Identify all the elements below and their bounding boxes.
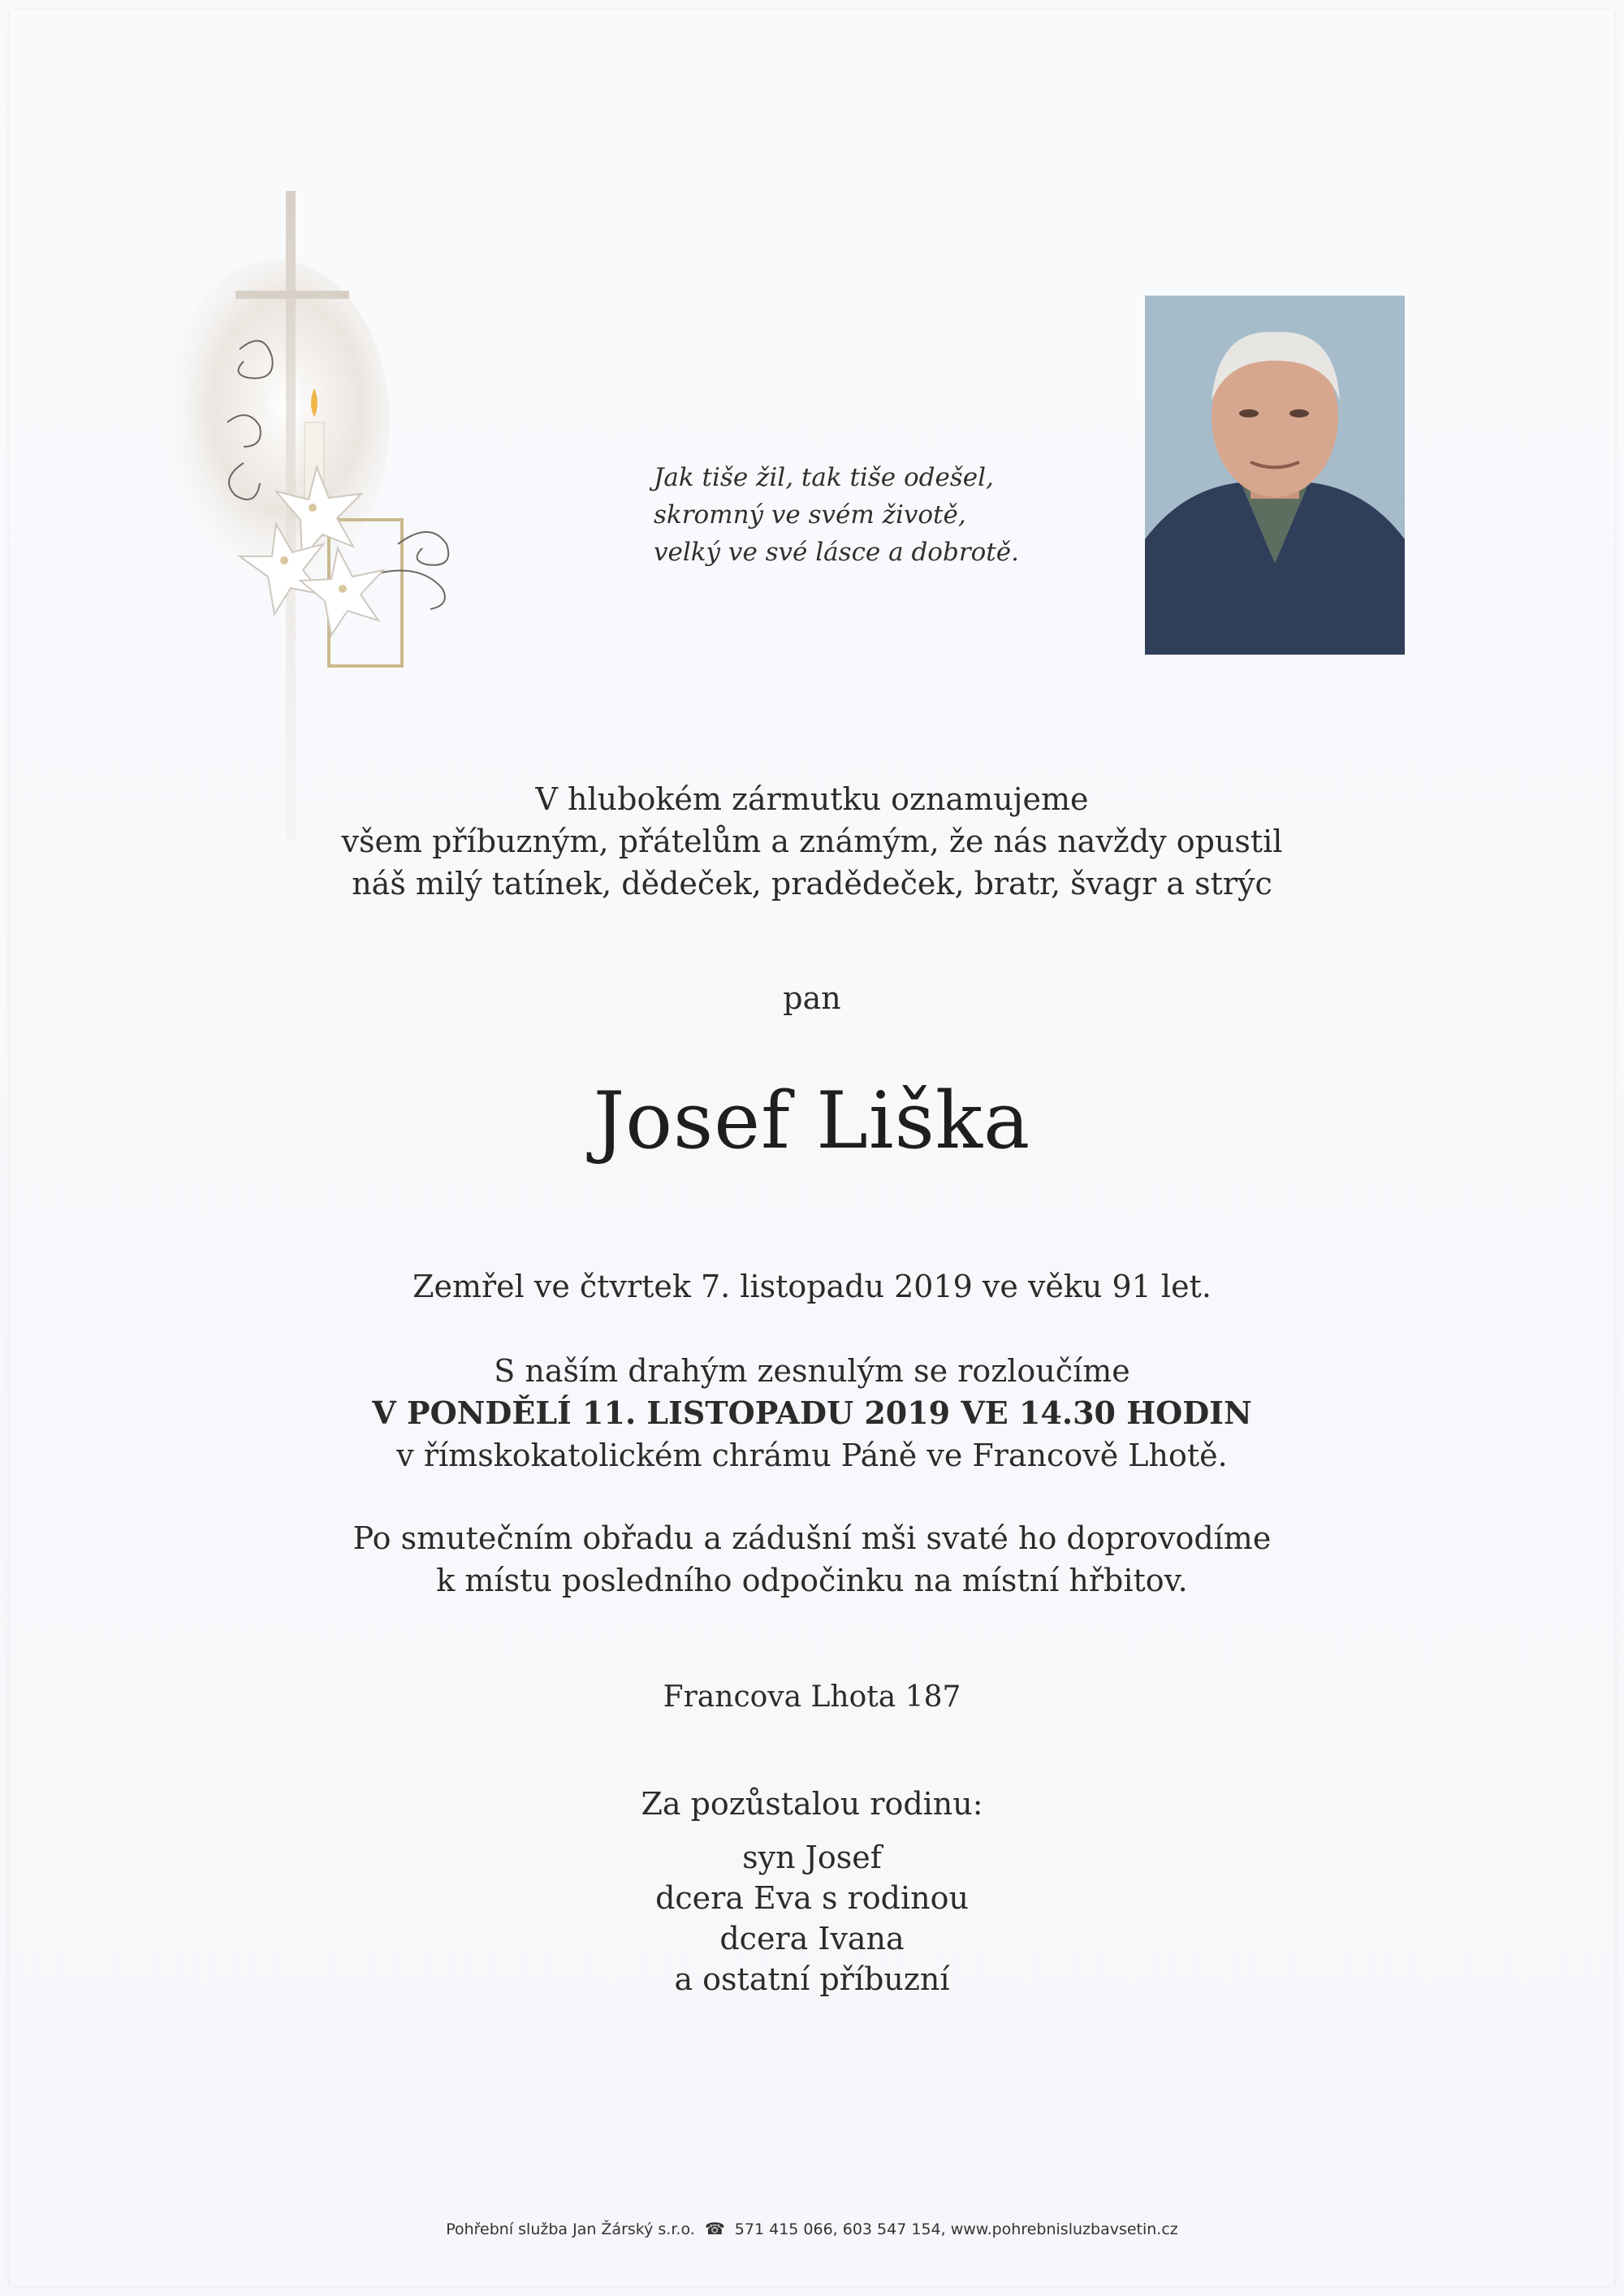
announcement <box>0 778 1624 905</box>
memorial-quote <box>654 459 1108 571</box>
family-heading: Za pozůstalou rodinu: <box>641 1786 983 1822</box>
announcement-line: všem příbuzným, přátelům a známým, že nás navždy opustil <box>341 824 1283 859</box>
announcement-line: náš milý tatínek, dědeček, pradědeček, bratr, švagr a strýc <box>352 866 1272 902</box>
farewell-location: v římskokatolickém chrámu Páně ve Francově Lhotě. <box>396 1438 1228 1473</box>
family-member: dcera Eva s rodinou <box>655 1880 969 1916</box>
burial-line: k místu posledního odpočinku na místní hřbitov. <box>436 1563 1188 1598</box>
family-member: dcera Ivana <box>719 1921 905 1957</box>
phone-icon: ☎ <box>704 2219 725 2238</box>
burial-line: Po smutečním obřadu a zádušní mši svaté ho doprovodíme <box>352 1520 1272 1556</box>
honorific: pan <box>783 980 841 1016</box>
quote-line: skromný ve svém životě, <box>654 500 966 530</box>
quote-line: Jak tiše žil, tak tiše odešel, <box>654 463 994 492</box>
announcement-line: V hlubokém zármutku oznamujeme <box>535 781 1089 817</box>
address: Francova Lhota 187 <box>663 1680 961 1714</box>
cross-candle-ornament <box>162 179 503 861</box>
farewell-info <box>0 1350 1624 1477</box>
burial-info <box>0 1517 1624 1602</box>
farewell-datetime: V PONDĚLÍ 11. LISTOPADU 2019 VE 14.30 HODIN <box>372 1394 1252 1431</box>
deceased-name: Josef Liška <box>593 1075 1031 1166</box>
death-line: Zemřel ve čtvrtek 7. listopadu 2019 ve věku 91 let. <box>412 1269 1212 1304</box>
farewell-line: S naším drahým zesnulým se rozloučíme <box>494 1353 1130 1389</box>
footer-contacts: 571 415 066, 603 547 154, www.pohrebnisluzbavsetin.cz <box>734 2220 1178 2238</box>
footer <box>0 2219 1624 2238</box>
family-member: syn Josef <box>742 1840 882 1875</box>
portrait-photo <box>1145 296 1405 655</box>
family-member: a ostatní příbuzní <box>674 1961 950 1997</box>
footer-company: Pohřební služba Jan Žárský s.r.o. <box>446 2220 695 2238</box>
quote-line: velký ve své lásce a dobrotě. <box>654 538 1019 567</box>
family-list <box>0 1837 1624 2000</box>
